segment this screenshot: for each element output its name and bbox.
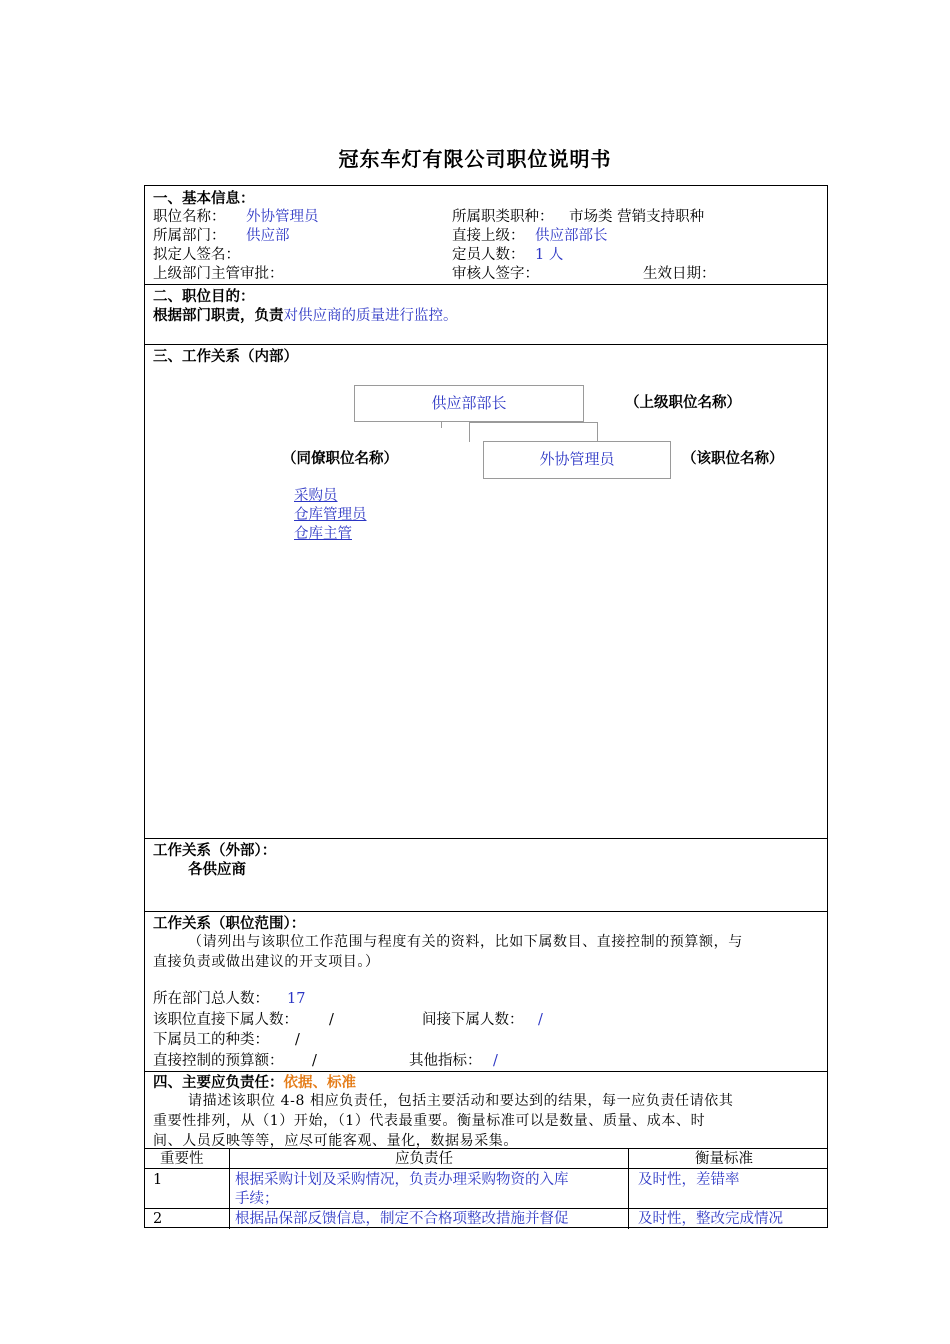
divider — [145, 1071, 827, 1072]
divider — [145, 1148, 827, 1149]
purpose-lead: 根据部门职责，负责 — [153, 307, 284, 324]
other-indicators-label: 其他指标： — [409, 1053, 482, 1069]
internal-relations-heading: 三、工作关系（内部） — [153, 348, 298, 365]
org-connector — [597, 422, 598, 442]
row-duty: 根据品保部反馈信息，制定不合格项整改措施并督促 — [235, 1211, 569, 1227]
document-title: 冠东车灯有限公司职位说明书 — [338, 147, 612, 171]
external-relations-text: 各供应商 — [188, 861, 246, 878]
direct-superior-label: 直接上级： — [452, 228, 525, 244]
indirect-reports-value: / — [538, 1012, 543, 1028]
job-category-label: 所属职类职种： — [452, 209, 554, 225]
purpose-line — [153, 306, 458, 326]
duties-description: 请描述该职位 4-8 相应负责任，包括主要活动和要达到的结果，每一应负责任请依其 — [188, 1093, 734, 1109]
department-value: 供应部 — [246, 228, 290, 244]
basic-info-heading: 一、基本信息： — [153, 190, 255, 207]
position-name-label: 职位名称： — [153, 209, 226, 225]
subordinate-kinds-label: 下属员工的种类： — [153, 1032, 269, 1048]
purpose-heading: 二、职位目的： — [153, 288, 255, 305]
subordinate-kinds-value: / — [295, 1032, 300, 1048]
budget-value: / — [312, 1053, 317, 1069]
duties-description: 间、人员反映等等，应尽可能客观、量化，数据易采集。 — [153, 1133, 518, 1149]
direct-reports-label: 该职位直接下属人数： — [153, 1012, 298, 1028]
row-duty: 根据采购计划及采购情况，负责办理采购物资的入库 — [235, 1172, 569, 1188]
headcount-value: 1 人 — [535, 247, 564, 263]
row-measure: 及时性，差错率 — [638, 1172, 740, 1188]
duties-heading: 四、主要应负责任： — [153, 1074, 284, 1091]
current-position-note: （该职位名称） — [682, 450, 784, 467]
divider — [145, 344, 827, 345]
col-header-measure: 衡量标准 — [695, 1151, 753, 1167]
row-duty: 手续； — [235, 1191, 279, 1207]
budget-label: 直接控制的预算额： — [153, 1053, 284, 1069]
duties-heading-accent: 依据、标准 — [283, 1074, 356, 1091]
dept-total-value: 17 — [287, 991, 306, 1007]
indirect-reports-label: 间接下属人数： — [422, 1012, 524, 1028]
divider — [145, 284, 827, 285]
col-header-priority: 重要性 — [160, 1151, 204, 1167]
org-connector — [469, 422, 598, 423]
org-connector — [469, 422, 470, 442]
superior-position-note: （上级职位名称） — [625, 394, 741, 411]
scope-description: （请列出与该职位工作范围与程度有关的资料，比如下属数目、直接控制的预算额，与 — [188, 934, 743, 950]
effective-date-label: 生效日期： — [643, 266, 716, 282]
table-row-divider — [145, 1168, 827, 1169]
scope-description: 直接负责或做出建议的开支项目。） — [153, 954, 380, 970]
direct-superior-value: 供应部部长 — [535, 228, 608, 244]
table-column-divider — [229, 1148, 230, 1229]
superior-position-box: 供应部部长 — [354, 385, 584, 422]
other-indicators-value: / — [493, 1053, 498, 1069]
job-category-value: 市场类 营销支持职种 — [569, 209, 705, 225]
duties-description: 重要性排列，从（1）开始，（1）代表最重要。衡量标准可以是数量、质量、成本、时 — [153, 1113, 706, 1129]
org-connector — [441, 422, 442, 428]
duties-heading-line — [153, 1073, 356, 1093]
direct-reports-value: / — [329, 1012, 334, 1028]
dept-total-label: 所在部门总人数： — [153, 991, 269, 1007]
divider — [145, 838, 827, 839]
table-row-divider — [145, 1208, 827, 1209]
row-measure: 及时性，整改完成情况 — [638, 1211, 783, 1227]
reviewer-signature-label: 审核人签字： — [452, 266, 539, 282]
scope-heading: 工作关系（职位范围）： — [153, 915, 306, 932]
external-relations-heading: 工作关系（外部）： — [153, 842, 277, 859]
current-position-box: 外协管理员 — [483, 441, 671, 479]
peer-position: 采购员 — [294, 488, 338, 504]
drafter-signature-label: 拟定人签名： — [153, 247, 240, 263]
table-column-divider — [628, 1148, 629, 1229]
row-priority: 1 — [153, 1172, 163, 1188]
row-priority: 2 — [153, 1211, 163, 1227]
headcount-label: 定员人数： — [452, 247, 525, 263]
peer-position: 仓库主管 — [294, 526, 352, 542]
purpose-text: 对供应商的质量进行监控。 — [283, 308, 458, 324]
position-name-value: 外协管理员 — [246, 209, 319, 225]
peer-position: 仓库管理员 — [294, 507, 367, 523]
approver-label: 上级部门主管审批： — [153, 266, 284, 282]
job-description-form — [144, 185, 828, 1228]
col-header-duty: 应负责任 — [395, 1151, 453, 1167]
department-label: 所属部门： — [153, 228, 226, 244]
peer-position-note: （同僚职位名称） — [282, 450, 398, 467]
divider — [145, 911, 827, 912]
